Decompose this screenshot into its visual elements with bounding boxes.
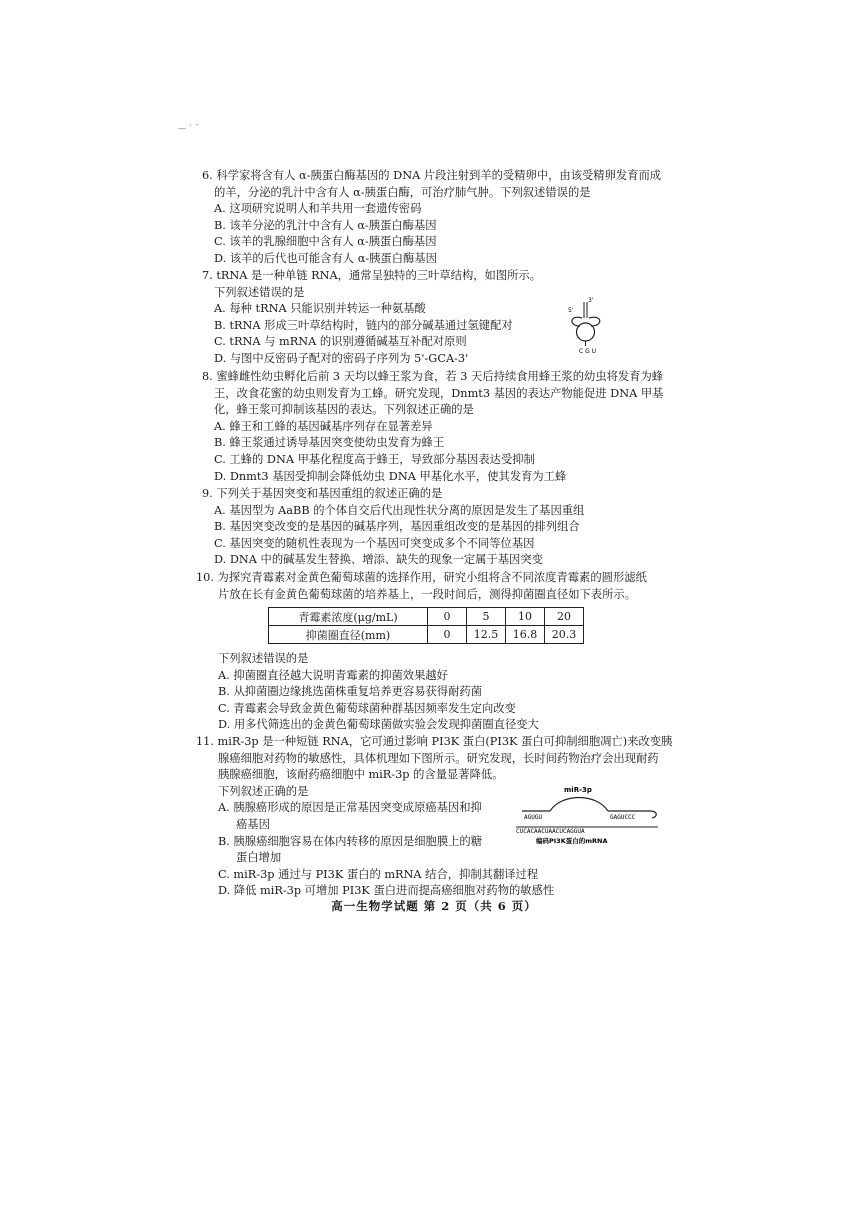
question-8-option-d: D. Dnmt3 基因受抑制会降低幼虫 DNA 甲基化水平，使其发育为工蜂: [214, 469, 567, 483]
mir3p-binding-figure: [512, 785, 662, 845]
mir3p-label: miR-3p: [564, 786, 592, 794]
question-6: [202, 168, 672, 268]
trna-cloverleaf-figure: [560, 296, 610, 356]
question-9-option-c: C. 基因突变的随机性表现为一个基因可突变成多个不同等位基因: [214, 536, 535, 550]
question-8-stem-3: 化，蜂王浆可抑制该基因的表达。下列叙述正确的是: [214, 403, 474, 417]
table-row-label-concentration: 青霉素浓度(μg/mL): [269, 608, 428, 626]
question-6-option-b: B. 该羊分泌的乳汁中含有人 α-胰蛋白酶基因: [214, 218, 437, 232]
question-11-option-b: B. 胰腺癌细胞容易在体内转移的原因是细胞膜上的糖: [218, 834, 483, 848]
question-6-option-d: D. 该羊的后代也可能含有人 α-胰蛋白酶基因: [214, 251, 437, 265]
question-8: [202, 369, 672, 485]
question-11-option-d: D. 降低 miR-3p 可增加 PI3K 蛋白进而提高癌细胞对药物的敏感性: [218, 884, 555, 898]
question-6-stem-1: 6. 科学家将含有人 α-胰蛋白酶基因的 DNA 片段注射到羊的受精卵中，由该受精卵发育而成: [202, 169, 662, 182]
question-11-option-b-cont: 蛋白增加: [236, 851, 282, 865]
table-cell: 20: [545, 608, 584, 626]
question-10-stem-1: 10. 为探究青霉素对金黄色葡萄球菌的选择作用，研究小组将含不同浓度青霉素的圆形滤纸: [196, 571, 647, 584]
trna-anticodon-label: C G U: [579, 348, 597, 355]
table-row: [269, 608, 584, 626]
question-10-option-d: D. 用多代筛选出的金黄色葡萄球菌做实验会发现抑菌圈直径变大: [218, 718, 539, 732]
mir3p-right-seq: GAGUCCC: [610, 814, 636, 821]
corner-mark: — ˙ ˉ: [178, 124, 200, 133]
question-8-stem-1: 8. 蜜蜂雌性幼虫孵化后前 3 天均以蜂王浆为食，若 3 天后持续食用蜂王浆的幼虫将发育为蜂: [202, 370, 664, 383]
mir3p-left-seq: AGUGU: [524, 814, 543, 821]
question-8-option-a: A. 蜂王和工蜂的基因碱基序列存在显著差异: [214, 419, 433, 433]
question-11-stem-4: 下列叙述正确的是: [218, 784, 309, 798]
question-11-option-a-cont: 癌基因: [236, 817, 270, 831]
question-10-options: [218, 651, 688, 734]
penicillin-table: [268, 607, 584, 644]
table-row: [269, 626, 584, 644]
question-7-option-a: A. 每种 tRNA 只能识别并转运一种氨基酸: [214, 302, 426, 316]
page-footer: 高一生物学试题 第 2 页（共 6 页）: [331, 899, 537, 913]
table-cell: 12.5: [467, 626, 506, 644]
question-9-option-b: B. 基因突变改变的是基因的碱基序列，基因重组改变的是基因的排列组合: [214, 520, 580, 534]
question-11-stem-2: 腺癌细胞对药物的敏感性，具体机理如下图所示。研究发现，长时间药物治疗会出现耐药: [218, 751, 659, 765]
trna-5-end-label: 5': [568, 307, 574, 314]
question-11-option-a: A. 胰腺癌形成的原因是正常基因突变成原癌基因和抑: [218, 801, 482, 815]
question-9-stem-1: 9. 下列关于基因突变和基因重组的叙述正确的是: [202, 487, 443, 500]
question-9: [202, 486, 672, 569]
question-8-option-b: B. 蜂王浆通过诱导基因突变使幼虫发育为蜂王: [214, 436, 445, 450]
table-cell: 0: [428, 608, 467, 626]
question-6-stem-2: 的羊，分泌的乳汁中含有人 α-胰蛋白酶，可治疗肺气肿。下列叙述错误的是: [214, 185, 591, 199]
question-8-option-c: C. 工蜂的 DNA 甲基化程度高于蜂王，导致部分基因表达受抑制: [214, 452, 535, 466]
trna-3-end-label: 3': [588, 297, 594, 304]
question-7-stem-1: 7. tRNA 是一种单链 RNA，通常呈独特的三叶草结构，如图所示。: [202, 269, 542, 282]
question-7-stem-2: 下列叙述错误的是: [214, 285, 305, 299]
question-10-option-b: B. 从抑菌圈边缘挑选菌株重复培养更容易获得耐药菌: [218, 685, 483, 699]
question-11-stem-1: 11. miR-3p 是一种短链 RNA，它可通过影响 PI3K 蛋白(PI3K 蛋白可抑制细胞凋亡)来改变胰: [196, 735, 673, 748]
question-6-option-a: A. 这项研究说明人和羊共用一套遗传密码: [214, 202, 422, 216]
question-10: [196, 570, 666, 603]
table-cell: 20.3: [545, 626, 584, 644]
table-row-label-diameter: 抑菌圈直径(mm): [269, 626, 428, 644]
mrna-caption: 编码PI3K蛋白的mRNA: [536, 837, 608, 845]
question-9-option-a: A. 基因型为 AaBB 的个体自交后代出现性状分离的原因是发生了基因重组: [214, 503, 585, 517]
table-cell: 16.8: [506, 626, 545, 644]
table-cell: 5: [467, 608, 506, 626]
question-10-prompt: 下列叙述错误的是: [218, 652, 309, 665]
question-9-option-d: D. DNA 中的碱基发生替换、增添、缺失的现象一定属于基因突变: [214, 553, 543, 567]
question-6-option-c: C. 该羊的乳腺细胞中含有人 α-胰蛋白酶基因: [214, 235, 437, 249]
question-10-stem-2: 片放在长有金黄色葡萄球菌的培养基上，一段时间后，测得抑菌圈直径如下表所示。: [218, 587, 636, 601]
mrna-seq: CUCACAACUAACUCAGGUA: [516, 828, 585, 835]
question-7-option-b: B. tRNA 形成三叶草结构时，链内的部分碱基通过氢键配对: [214, 318, 513, 332]
question-11-option-c: C. miR-3p 通过与 PI3K 蛋白的 mRNA 结合，抑制其翻译过程: [218, 867, 539, 881]
question-8-stem-2: 王，改食花蜜的幼虫则发育为工蜂。研究发现，Dnmt3 基因的表达产物能促进 DNA 甲基: [214, 386, 664, 400]
question-7-option-c: C. tRNA 与 mRNA 的识别遵循碱基互补配对原则: [214, 335, 467, 349]
table-cell: 10: [506, 608, 545, 626]
question-10-option-a: A. 抑菌圈直径越大说明青霉素的抑菌效果越好: [218, 668, 448, 682]
question-10-option-c: C. 青霉素会导致金黄色葡萄球菌种群基因频率发生定向改变: [218, 701, 516, 715]
table-cell: 0: [428, 626, 467, 644]
question-7-option-d: D. 与图中反密码子配对的密码子序列为 5'-GCA-3': [214, 351, 469, 365]
question-11-stem-3: 胰腺癌细胞，该耐药癌细胞中 miR-3p 的含量显著降低。: [218, 768, 504, 782]
